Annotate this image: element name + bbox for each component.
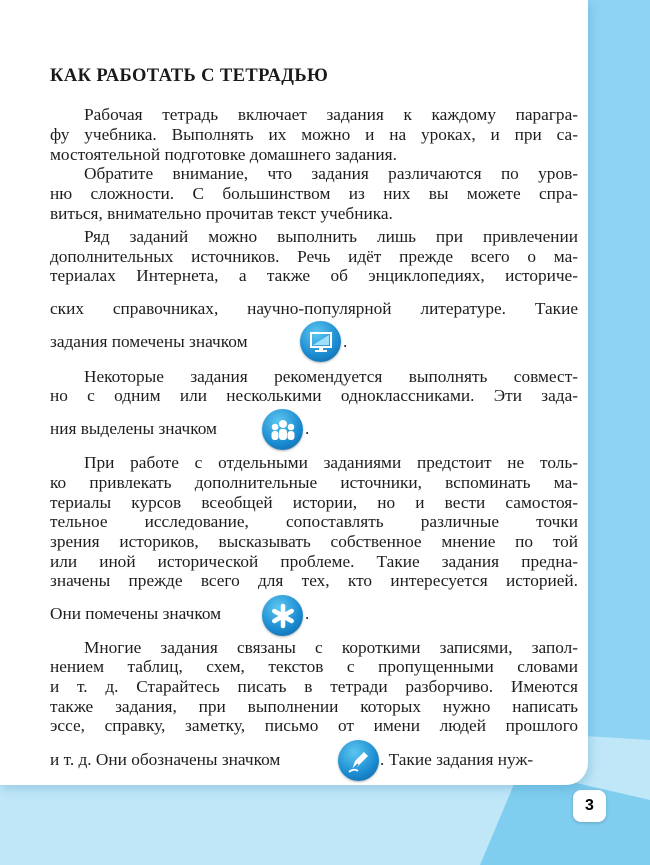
line-text: . [305, 604, 310, 623]
text-line: Ряд заданий можно выполнить лишь при привлечении [84, 227, 578, 246]
text-line [50, 750, 280, 770]
text-line: При работе с отдельными заданиями предстоит не толь- [84, 453, 578, 472]
section-title: КАК РАБОТАТЬ С ТЕТРАДЬЮ [50, 66, 329, 86]
text-line: и т. д. Старайтесь писать в тетради разборчиво. Имеются [50, 677, 578, 696]
line-text: . [343, 332, 348, 351]
line-text: Они помечены значком [50, 604, 222, 623]
computer-icon [300, 321, 341, 362]
text-line: Многие задания связаны с короткими записями, запол- [84, 638, 578, 657]
text-line: Некоторые задания рекомендуется выполнять совмест- [84, 367, 578, 386]
text-line [50, 332, 248, 352]
text-line: также задания, при выполнении которых нужно написать [50, 697, 578, 716]
text-line: териалы курсов всеобщей истории, но и вести самостоя- [50, 493, 578, 512]
page-number: 3 [573, 790, 606, 822]
text-line: значены прежде всего для тех, кто интересуется историей. [50, 571, 578, 590]
text-line: фу учебника. Выполнять их можно и на уроках, и при са- [50, 125, 578, 144]
pen-icon [338, 740, 379, 781]
text-line: эссе, справку, заметку, письмо от имени людей прошлого [50, 716, 578, 735]
text-line: мостоятельной подготовке домашнего задания. [50, 145, 397, 164]
line-text: . Такие задания нуж- [380, 750, 534, 769]
line-text: ния выделены значком [50, 419, 217, 438]
text-line: тельное исследование, сопоставлять различные точки [50, 512, 578, 531]
text-line: зрения историков, высказывать собственное мнение по той [50, 532, 578, 551]
text-line: но с одним или несколькими одноклассниками. Эти зада- [50, 386, 578, 405]
text-line: ских справочниках, научно-популярной литературе. Такие [50, 299, 578, 318]
line-text: . [305, 419, 310, 438]
text-line: виться, внимательно прочитав текст учебника. [50, 204, 393, 223]
text-line: териалах Интернета, а также об энциклопедиях, историче- [50, 266, 578, 285]
line-text: и т. д. Они обозначены значком [50, 750, 281, 769]
text-line: Рабочая тетрадь включает задания к каждому парагра- [84, 105, 578, 124]
text-line [50, 604, 221, 624]
text-line: ню сложности. С большинством из них вы можете спра- [50, 184, 578, 203]
asterisk-icon [262, 595, 303, 636]
text-line: или иной исторической проблеме. Такие задания предна- [50, 552, 578, 571]
text-line: дополнительных источников. Речь идёт прежде всего о ма- [50, 247, 578, 266]
text-line [50, 419, 217, 439]
line-text: задания помечены значком [50, 332, 248, 351]
text-line: нением таблиц, схем, текстов с пропущенными словами [50, 657, 578, 676]
text-line: Обратите внимание, что задания различаются по уров- [84, 164, 578, 183]
text-line: ко привлекать дополнительные источники, вспоминать ма- [50, 473, 578, 492]
group-icon [262, 409, 303, 450]
